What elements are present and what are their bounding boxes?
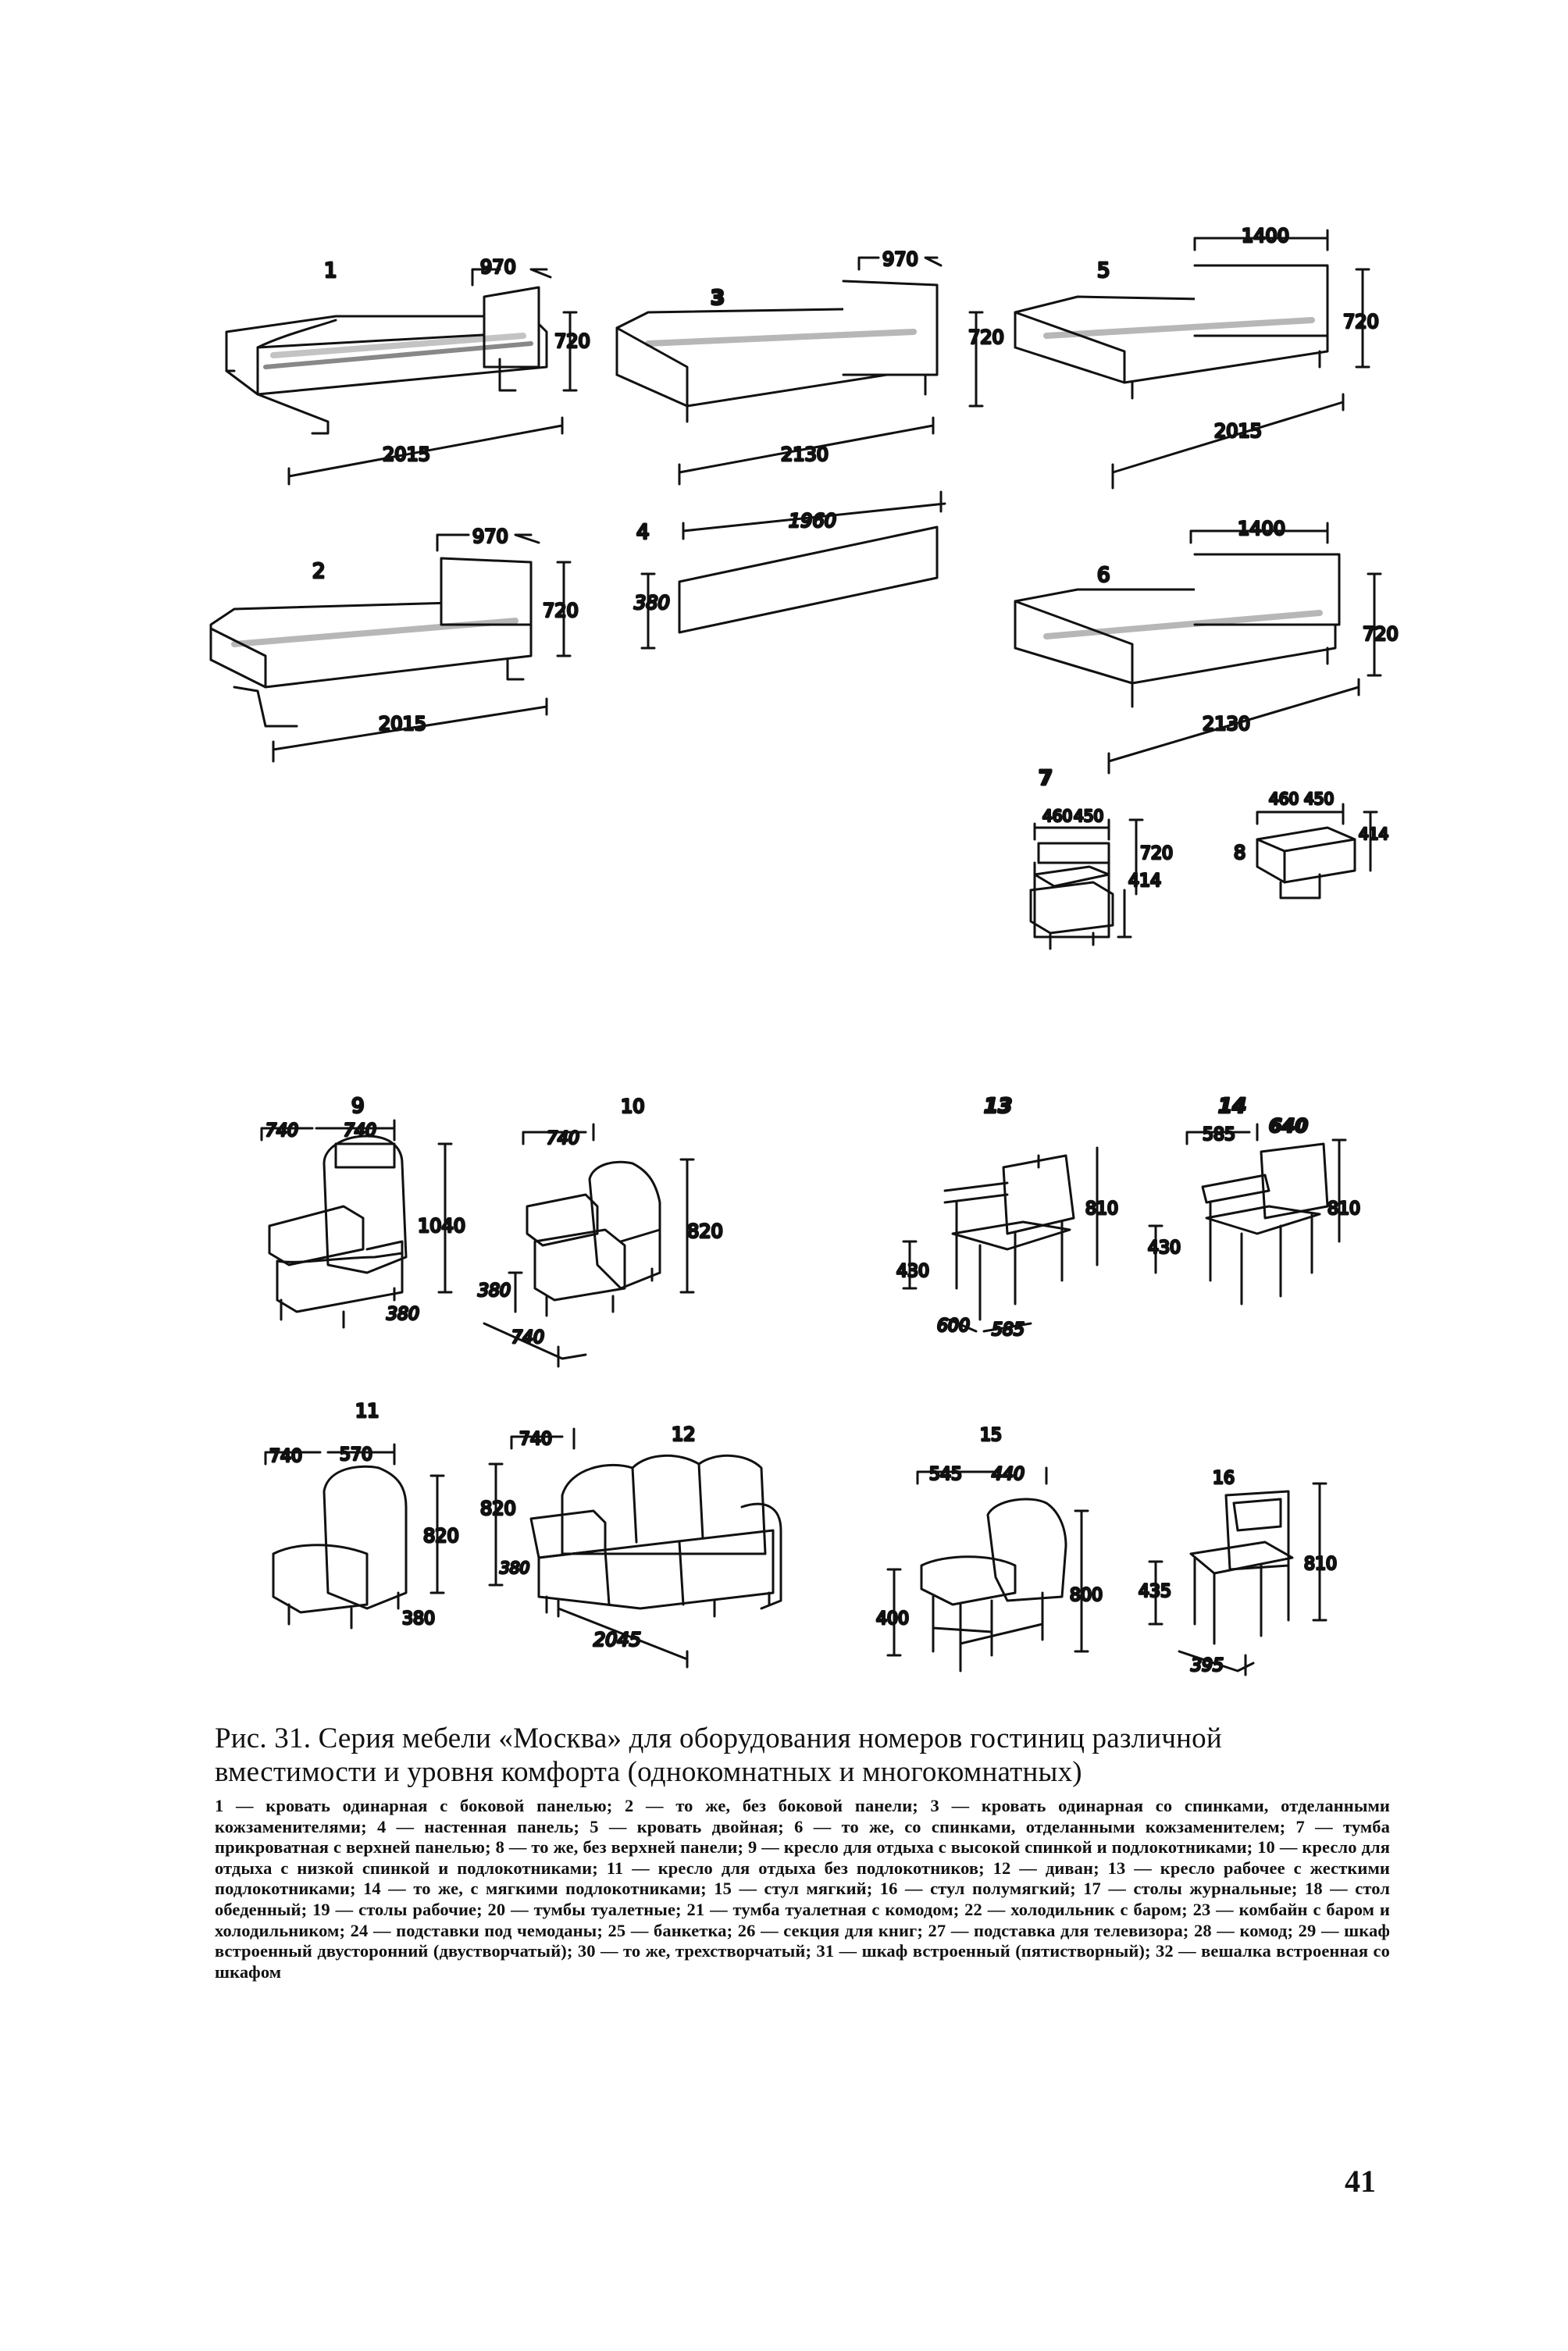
item-15-soft-chair: [888, 1468, 1088, 1671]
item-13-dim-height: 810: [1085, 1199, 1118, 1219]
figure-caption-title: Рис. 31. Серия мебели «Москва» для оборудования номеров гостиниц различной вместимости и уровня комфорта (однокомнатных и многокомнатных): [215, 1722, 1222, 1788]
item-13-dim-depth: 585: [992, 1320, 1025, 1340]
item-15-dim-height: 800: [1070, 1586, 1103, 1605]
item-11-number: 11: [355, 1400, 380, 1422]
item-2-number: 2: [312, 560, 326, 583]
item-10-dim-height: 820: [687, 1220, 723, 1242]
item-12-dim-height: 820: [480, 1498, 516, 1519]
item-7-dim-b: 450: [1074, 807, 1104, 825]
item-16-dim-depth: 395: [1191, 1656, 1224, 1676]
item-9-dim-a: 740: [265, 1121, 298, 1141]
item-8-dim-height: 414: [1359, 825, 1389, 843]
item-15-number: 15: [980, 1426, 1002, 1445]
item-6-bed-double-headboards: [1015, 523, 1381, 773]
item-16-dim-height: 810: [1304, 1555, 1337, 1574]
item-10-dim-seat: 380: [478, 1281, 511, 1301]
item-15-dim-seat: 400: [876, 1609, 909, 1629]
item-8-dim-b: 450: [1304, 789, 1335, 808]
item-4-dim-height: 380: [634, 592, 670, 614]
item-7-bedside-table-top-panel: [1031, 820, 1142, 949]
item-3-dim-length: 2130: [781, 443, 829, 465]
item-14-number: 14: [1218, 1095, 1247, 1118]
item-8-dim-a: 460: [1269, 789, 1299, 808]
item-14-dim-b: 640: [1269, 1115, 1309, 1137]
item-6-dim-height: 720: [1363, 623, 1399, 645]
item-10-dim-depth: 740: [511, 1328, 544, 1348]
item-2-dim-width: 970: [472, 525, 508, 547]
item-1-dim-height: 720: [554, 330, 590, 352]
item-6-number: 6: [1097, 564, 1110, 587]
item-13-dim-seat: 430: [896, 1262, 929, 1281]
item-2-dim-length: 2015: [379, 713, 427, 735]
item-4-dim-length: 1960: [789, 510, 837, 532]
item-14-dim-a: 585: [1203, 1125, 1235, 1145]
item-12-dim-length: 2045: [593, 1629, 642, 1651]
item-13-number: 13: [984, 1095, 1013, 1118]
item-6-dim-width: 1400: [1238, 518, 1286, 540]
item-11-dim-b: 570: [340, 1445, 372, 1465]
item-5-bed-double: [1015, 230, 1369, 488]
item-9-dim-seat: 380: [387, 1305, 419, 1324]
item-16-dim-seat: 435: [1139, 1582, 1171, 1601]
item-7-dim-depth: 414: [1128, 871, 1161, 891]
item-9-number: 9: [351, 1095, 365, 1118]
item-12-number: 12: [672, 1423, 696, 1445]
item-3-dim-height: 720: [968, 326, 1004, 348]
item-5-dim-width: 1400: [1242, 225, 1290, 247]
item-9-dim-b: 740: [344, 1121, 376, 1141]
item-15-dim-a: 545: [929, 1465, 962, 1484]
page-number: 41: [1345, 2164, 1376, 2199]
item-15-dim-b: 440: [992, 1465, 1025, 1484]
item-12-dim-width: 740: [519, 1430, 552, 1449]
item-1-dim-length: 2015: [383, 443, 431, 465]
item-5-dim-length: 2015: [1214, 420, 1263, 442]
item-1-dim-width: 970: [480, 256, 516, 278]
item-11-dim-seat: 380: [402, 1609, 435, 1629]
item-14-work-chair-soft-arms: [1149, 1124, 1345, 1304]
item-1-number: 1: [324, 259, 337, 283]
item-5-dim-height: 720: [1343, 311, 1379, 333]
item-10-dim-width: 740: [547, 1129, 579, 1149]
item-2-dim-height: 720: [543, 600, 579, 622]
item-11-armchair-no-arms: [265, 1444, 444, 1628]
item-11-dim-a: 740: [269, 1447, 302, 1466]
item-8-number: 8: [1234, 842, 1246, 864]
item-3-dim-width: 970: [882, 248, 918, 270]
item-8-bedside-table: [1257, 804, 1377, 898]
item-14-dim-seat: 430: [1148, 1238, 1181, 1258]
item-12-dim-seat: 380: [500, 1558, 530, 1577]
item-13-dim-width: 600: [937, 1316, 970, 1336]
item-5-number: 5: [1097, 259, 1110, 283]
item-3-number: 3: [711, 287, 725, 310]
item-7-dim-height: 720: [1140, 844, 1173, 864]
item-9-dim-height: 1040: [418, 1215, 466, 1237]
item-14-dim-height: 810: [1327, 1199, 1360, 1219]
figure-caption-legend: 1 — кровать одинарная с боковой панелью; 2 — то же, без боковой панели; 3 — кровать одинарная со спинками, отделанными кожзаменителями; 4 — настенная панель; 5 — кровать двойная; 6 — то же, со спинками, отделанными кожзаменителем; 7 — тумба прикроватная с верхней панелью; 8 — то же, без верхней панели; 9 — кресло для отдыха с высокой спинкой и подлокотниками; 10 — кресло для отдыха с низкой спинкой и подлокотниками; 11 — кресло для отдыха без подлокотников; 12 — диван; 13 — кресло рабочее с жесткими подлокотниками; 14 — то же, с мягкими подлокотниками; 15 — стул мягкий; 16 — стул полумягкий; 17 — столы журнальные; 18 — стол обеденный; 19 — столы рабочие; 20 — тумбы туалетные; 21 — тумба туалетная с комодом; 22 — холодильник с баром; 23 — комбайн с баром и холодильником; 24 — подставки под чемоданы; 25 — банкетка; 26 — секция для книг; 27 — подставка для телевизора; 28 — комод; 29 — шкаф встроенный двусторонний (двустворчатый); 30 — то же, трехстворчатый; 31 — шкаф встроенный (пятистворный); 32 — вешалка встроенная со шкафом: [215, 1796, 1390, 1982]
item-7-dim-a: 460: [1042, 807, 1073, 825]
item-4-number: 4: [636, 521, 650, 544]
item-16-number: 16: [1213, 1469, 1235, 1488]
item-10-number: 10: [621, 1095, 645, 1117]
item-11-dim-height: 820: [423, 1525, 459, 1547]
item-7-number: 7: [1039, 767, 1053, 790]
item-16-semi-soft-chair: [1149, 1484, 1326, 1675]
item-13-work-chair-hard-arms: [903, 1148, 1097, 1331]
item-6-dim-length: 2130: [1203, 713, 1251, 735]
